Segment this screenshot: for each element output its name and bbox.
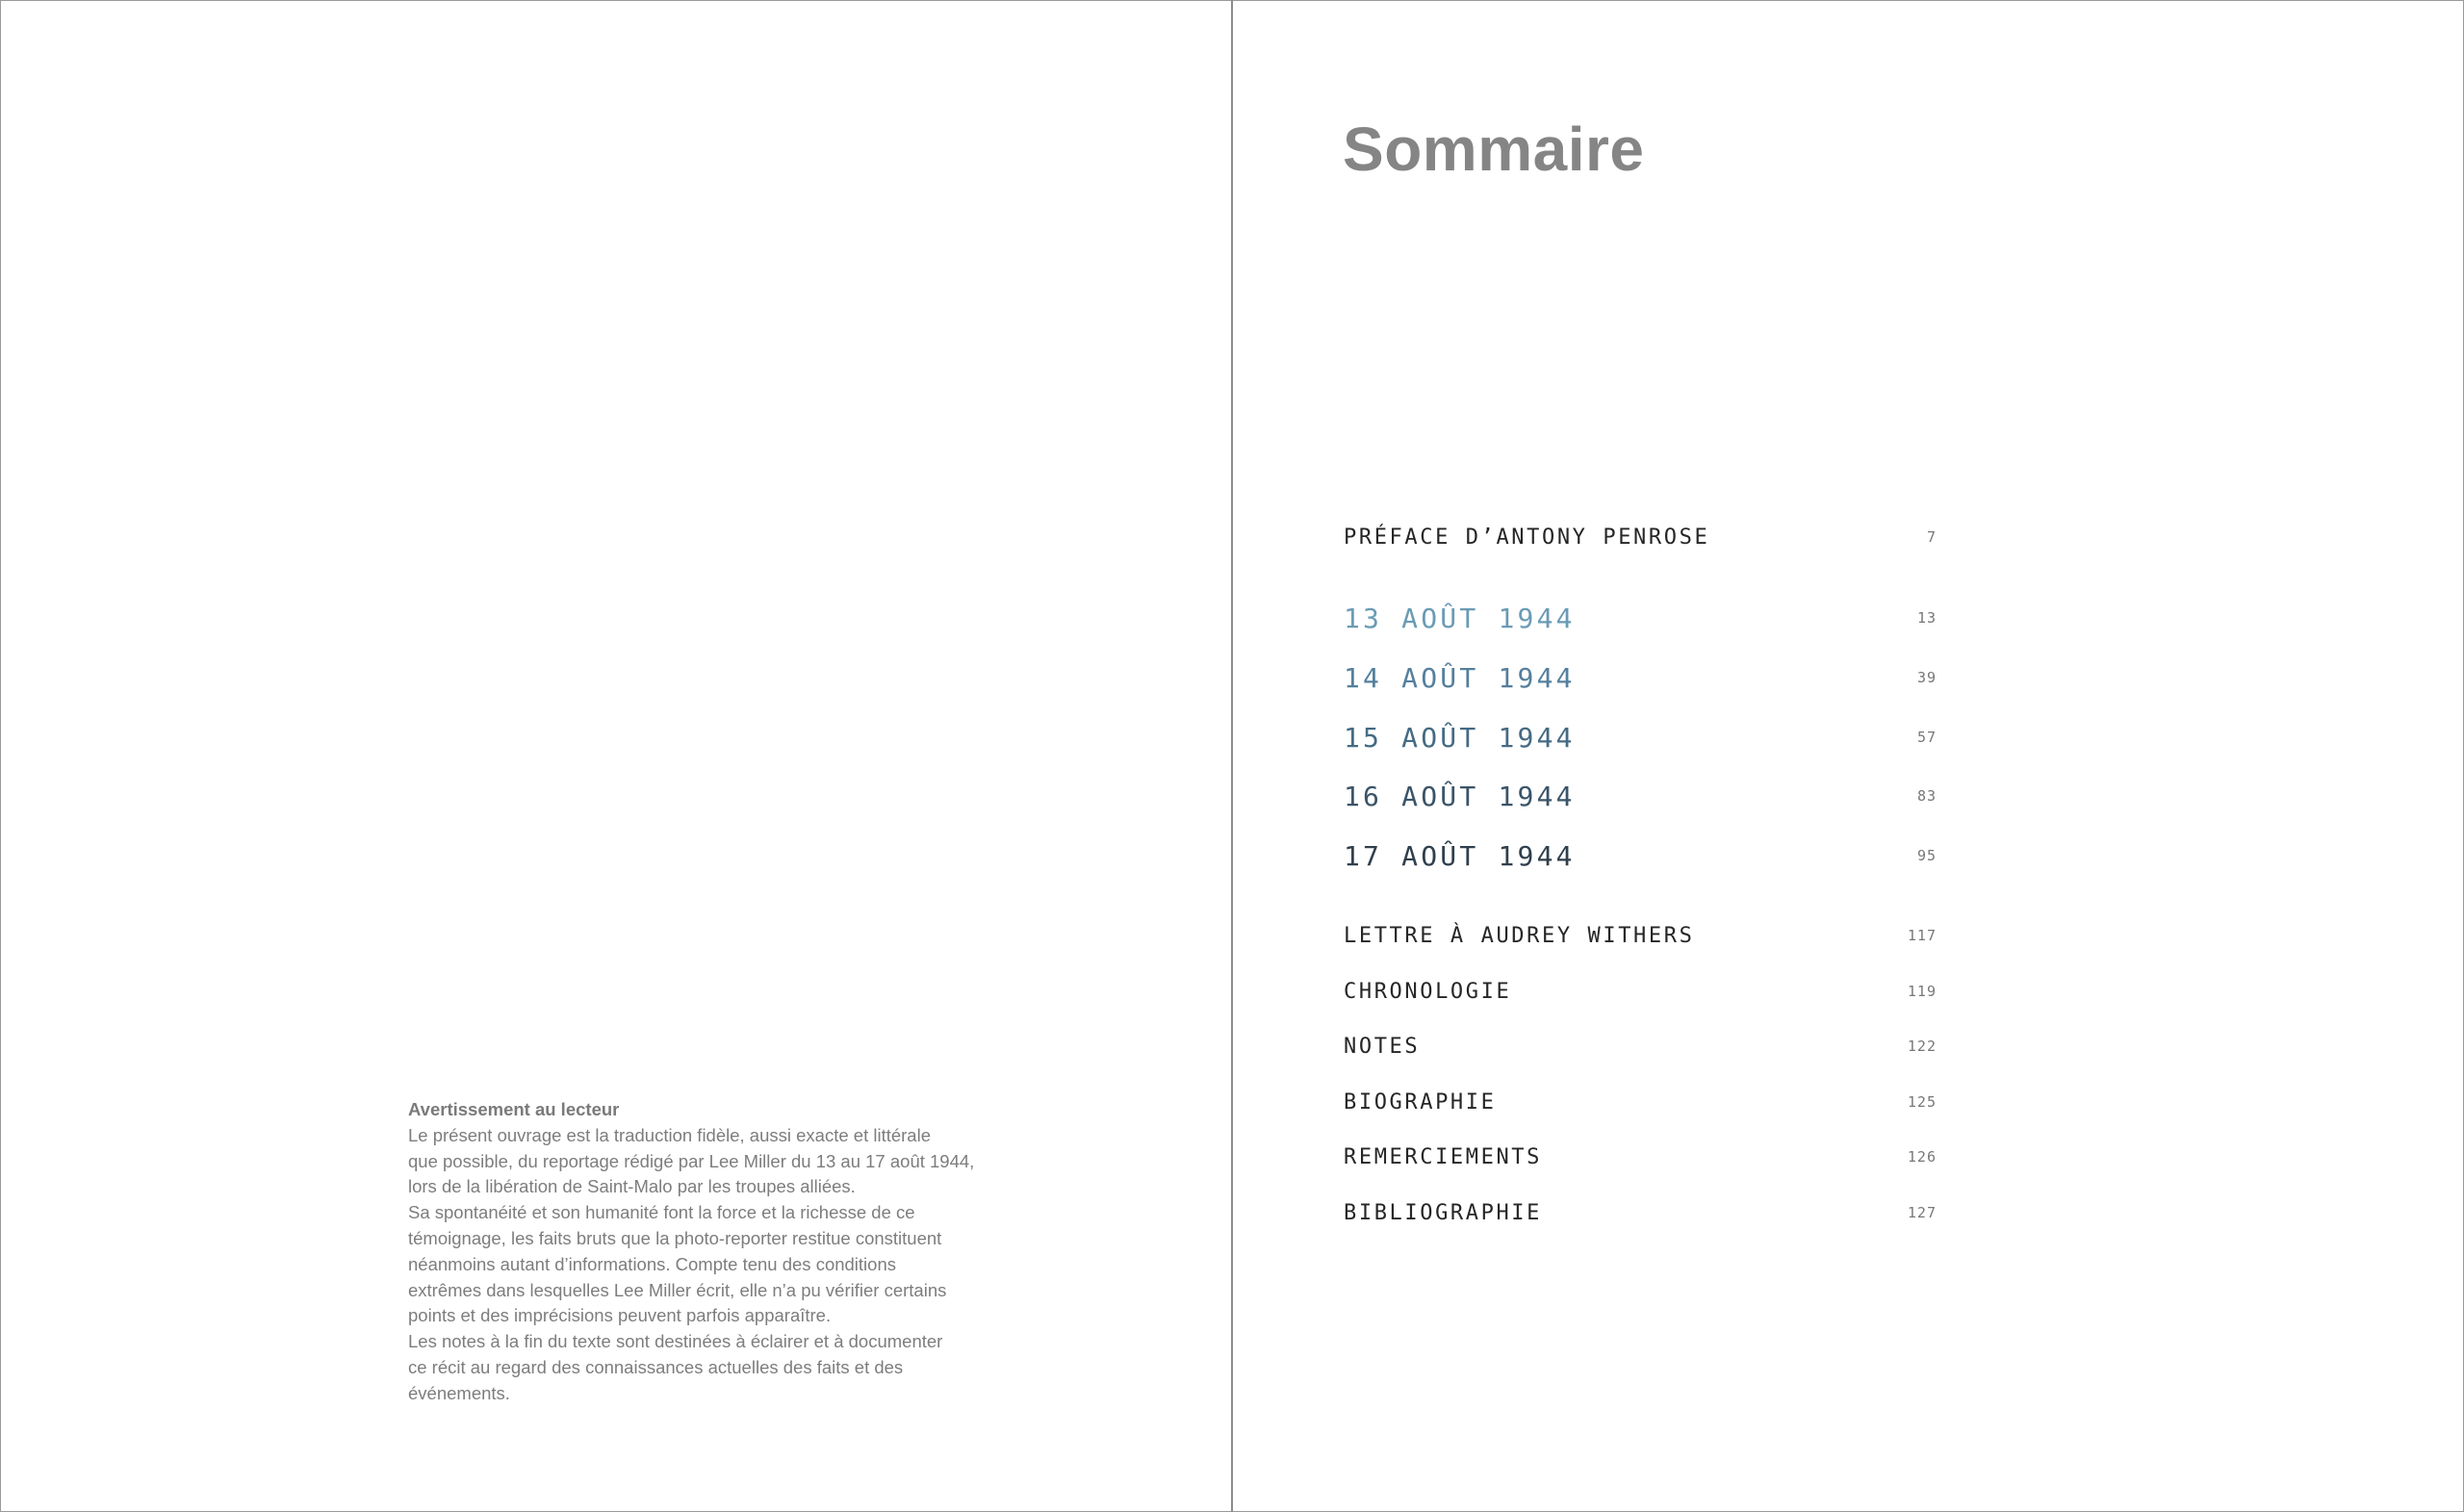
toc-entry-label: 17 AOÛT 1944 [1344, 839, 1576, 872]
toc-entry-label: BIBLIOGRAPHIE [1344, 1200, 1542, 1225]
page-gutter [1231, 0, 1233, 1512]
toc-entry-lettre[interactable] [1344, 916, 1937, 955]
toc-entry-page-number: 126 [1907, 1148, 1937, 1166]
toc-entry-label: NOTES [1344, 1034, 1421, 1059]
toc-entry-page-number: 125 [1907, 1093, 1937, 1111]
page-title: Sommaire [1343, 115, 1645, 184]
toc-entry-page-number: 83 [1916, 787, 1937, 805]
toc-entry-page-number: 57 [1916, 729, 1937, 746]
notice-line: événements. [408, 1382, 510, 1403]
toc-entry-biographie[interactable] [1344, 1083, 1937, 1121]
toc-entry-13-aout[interactable] [1344, 599, 1937, 637]
notice-line: Sa spontanéité et son humanité font la force et la richesse de ce [408, 1202, 915, 1223]
toc-entry-preface[interactable] [1344, 518, 1937, 556]
toc-entry-page-number: 7 [1926, 528, 1937, 546]
notice-line: ce récit au regard des connaissances actuelles des faits et des [408, 1356, 904, 1377]
toc-entry-17-aout[interactable] [1344, 836, 1937, 875]
toc-entry-page-number: 13 [1916, 609, 1937, 627]
toc-entry-14-aout[interactable] [1344, 658, 1937, 697]
toc-entry-label: PRÉFACE D’ANTONY PENROSE [1344, 525, 1710, 550]
toc-entry-label: 13 AOÛT 1944 [1344, 602, 1576, 634]
toc-entry-bibliographie[interactable] [1344, 1193, 1937, 1232]
toc-entry-page-number: 122 [1907, 1038, 1937, 1055]
reader-notice [408, 1097, 986, 1407]
notice-line: Le présent ouvrage est la traduction fidèle, aussi exacte et littérale [408, 1124, 931, 1145]
notice-line: témoignage, les faits bruts que la photo-reporter restitue constituent [408, 1227, 942, 1248]
notice-line: néanmoins autant d’informations. Compte tenu des conditions [408, 1253, 896, 1274]
notice-title: Avertissement au lecteur [408, 1099, 620, 1119]
toc-entry-chronologie[interactable] [1344, 972, 1937, 1011]
toc-entry-label: 15 AOÛT 1944 [1344, 721, 1576, 754]
notice-line: que possible, du reportage rédigé par Lee Miller du 13 au 17 août 1944, [408, 1150, 975, 1171]
toc-entry-label: 14 AOÛT 1944 [1344, 661, 1576, 694]
toc-entry-page-number: 127 [1907, 1204, 1937, 1221]
toc-entry-16-aout[interactable] [1344, 777, 1937, 815]
toc-entry-label: REMERCIEMENTS [1344, 1144, 1542, 1169]
notice-line: points et des imprécisions peuvent parfois apparaître. [408, 1305, 832, 1326]
toc-entry-label: CHRONOLOGIE [1344, 979, 1512, 1004]
toc-entry-label: 16 AOÛT 1944 [1344, 780, 1576, 812]
notice-line: extrêmes dans lesquelles Lee Miller écrit, elle n’a pu vérifier certains [408, 1279, 947, 1300]
toc-entry-label: BIOGRAPHIE [1344, 1089, 1497, 1115]
toc-entry-15-aout[interactable] [1344, 718, 1937, 756]
toc-entry-page-number: 117 [1907, 927, 1937, 944]
notice-line: lors de la libération de Saint-Malo par les troupes alliées. [408, 1176, 856, 1197]
toc-entry-notes[interactable] [1344, 1027, 1937, 1065]
toc-entry-page-number: 119 [1907, 983, 1937, 1000]
toc-entry-page-number: 39 [1916, 669, 1937, 686]
toc-entry-remerciements[interactable] [1344, 1138, 1937, 1176]
toc-entry-page-number: 95 [1916, 847, 1937, 864]
notice-line: Les notes à la fin du texte sont destinées à éclairer et à documenter [408, 1331, 943, 1352]
toc-entry-label: LETTRE À AUDREY WITHERS [1344, 923, 1695, 948]
